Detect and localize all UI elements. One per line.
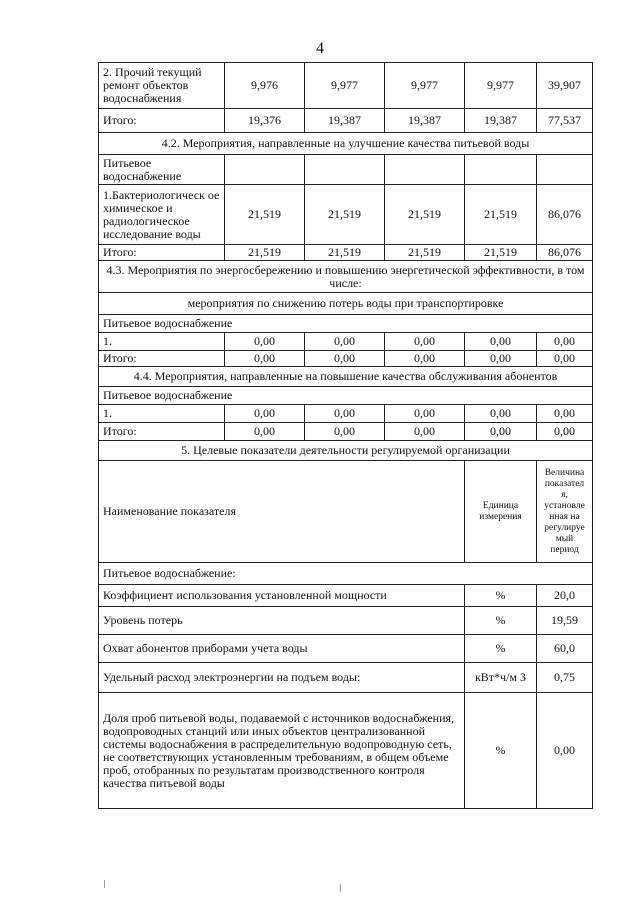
section-subtitle: мероприятия по снижению потерь воды при транспортировке [99,293,593,315]
value-cell: 0,00 [305,333,385,351]
section-title: 4.2. Мероприятия, направленные на улучшение качества питьевой воды [99,133,593,155]
section-title: 4.3. Мероприятия по энергосбережению и повышению энергетической эффективности, в том числе: [99,261,593,293]
value-cell: 21,519 [225,245,305,261]
section-title: 5. Целевые показатели деятельности регулируемой организации [99,441,593,461]
page-number: 4 [316,40,324,57]
value-cell: 0,00 [465,423,537,441]
indicator-value: 19,59 [537,607,593,635]
table-row [99,351,593,367]
value-cell: 21,519 [305,185,385,245]
row-label: 1. [99,333,225,351]
indicator-value: 20,0 [537,585,593,607]
indicator-name: Коэффициент использования установленной мощности [99,585,465,607]
value-cell: 0,00 [385,423,465,441]
indicator-row [99,607,593,635]
table-row [99,423,593,441]
value-cell: 19,387 [465,109,537,133]
row-label: Итого: [99,109,225,133]
value-cell: 0,00 [305,351,385,367]
value-cell: 0,00 [537,423,593,441]
scan-mark [104,880,105,888]
table-row [99,333,593,351]
section-title-row [99,367,593,387]
section-title-row [99,261,593,293]
value-cell: 19,387 [305,109,385,133]
scan-mark [340,884,341,892]
table-row [99,109,593,133]
value-cell: 9,977 [305,63,385,109]
value-cell: 77,537 [537,109,593,133]
table-row [99,63,593,109]
indicator-row [99,585,593,607]
section-subtitle-row [99,293,593,315]
indicator-name-header: Наименование показателя [99,461,465,563]
category-label: Питьевое водоснабжение [99,315,593,333]
value-cell: 0,00 [537,405,593,423]
indicator-name: Уровень потерь [99,607,465,635]
value-cell: 0,00 [385,405,465,423]
value-cell: 9,977 [385,63,465,109]
section-title-row [99,133,593,155]
table-row [99,155,593,185]
category-row [99,315,593,333]
indicator-unit: % [465,635,537,663]
indicator-name: Доля проб питьевой воды, подаваемой с источников водоснабжения, водопроводных станций или иных объектов централизованной системы водоснабжения в распределительную водопроводную сеть, не соответствующих установленным требованиям, в общем объеме проб, отобранных по результатам производственного контроля качества питьевой воды [99,693,465,809]
value-cell: 0,00 [465,351,537,367]
indicator-value: 0,75 [537,663,593,693]
indicator-unit: % [465,693,537,809]
section-title: 4.4. Мероприятия, направленные на повышение качества обслуживания абонентов [99,367,593,387]
value-header: Величина показател я, установле нная на регулируе мый период [537,461,593,563]
investment-program-table [98,62,593,809]
category-label: Питьевое водоснабжение: [99,563,593,585]
indicator-unit: % [465,607,537,635]
category-row [99,563,593,585]
row-label: Итого: [99,423,225,441]
category-label: Питьевое водоснабжение [99,387,593,405]
value-cell: 21,519 [465,185,537,245]
value-cell: 0,00 [305,423,385,441]
indicator-unit: % [465,585,537,607]
value-cell: 0,00 [225,405,305,423]
unit-header: Единица измерения [465,461,537,563]
value-cell: 0,00 [465,405,537,423]
value-cell: 0,00 [385,351,465,367]
value-cell: 0,00 [537,333,593,351]
row-label: Итого: [99,245,225,261]
indicator-row [99,635,593,663]
indicator-row [99,663,593,693]
table-row [99,185,593,245]
value-cell: 86,076 [537,245,593,261]
value-cell: 39,907 [537,63,593,109]
value-cell: 0,00 [225,351,305,367]
table-row [99,405,593,423]
value-cell: 0,00 [225,333,305,351]
indicator-value: 0,00 [537,693,593,809]
value-cell: 0,00 [537,351,593,367]
value-cell: 21,519 [305,245,385,261]
category-label: Питьевое водоснабжение [99,155,225,185]
value-cell: 0,00 [385,333,465,351]
value-cell: 21,519 [385,245,465,261]
indicator-value: 60,0 [537,635,593,663]
indicator-header-row [99,461,593,563]
row-label: Итого: [99,351,225,367]
value-cell: 0,00 [225,423,305,441]
category-row [99,387,593,405]
value-cell: 9,976 [225,63,305,109]
table-row [99,245,593,261]
value-cell: 21,519 [465,245,537,261]
value-cell: 21,519 [385,185,465,245]
row-label: 2. Прочий текущий ремонт объектов водоснабжения [99,63,225,109]
value-cell: 86,076 [537,185,593,245]
value-cell: 0,00 [465,333,537,351]
value-cell: 19,376 [225,109,305,133]
indicator-name: Охват абонентов приборами учета воды [99,635,465,663]
value-cell: 21,519 [225,185,305,245]
value-cell: 19,387 [385,109,465,133]
section-title-row [99,441,593,461]
indicator-name: Удельный расход электроэнергии на подъем воды: [99,663,465,693]
row-label: 1. [99,405,225,423]
indicator-unit: кВт*ч/м 3 [465,663,537,693]
value-cell: 9,977 [465,63,537,109]
value-cell: 0,00 [305,405,385,423]
indicator-row [99,693,593,809]
row-label: 1.Бактериологическ ое химическое и радиологическое исследование воды [99,185,225,245]
